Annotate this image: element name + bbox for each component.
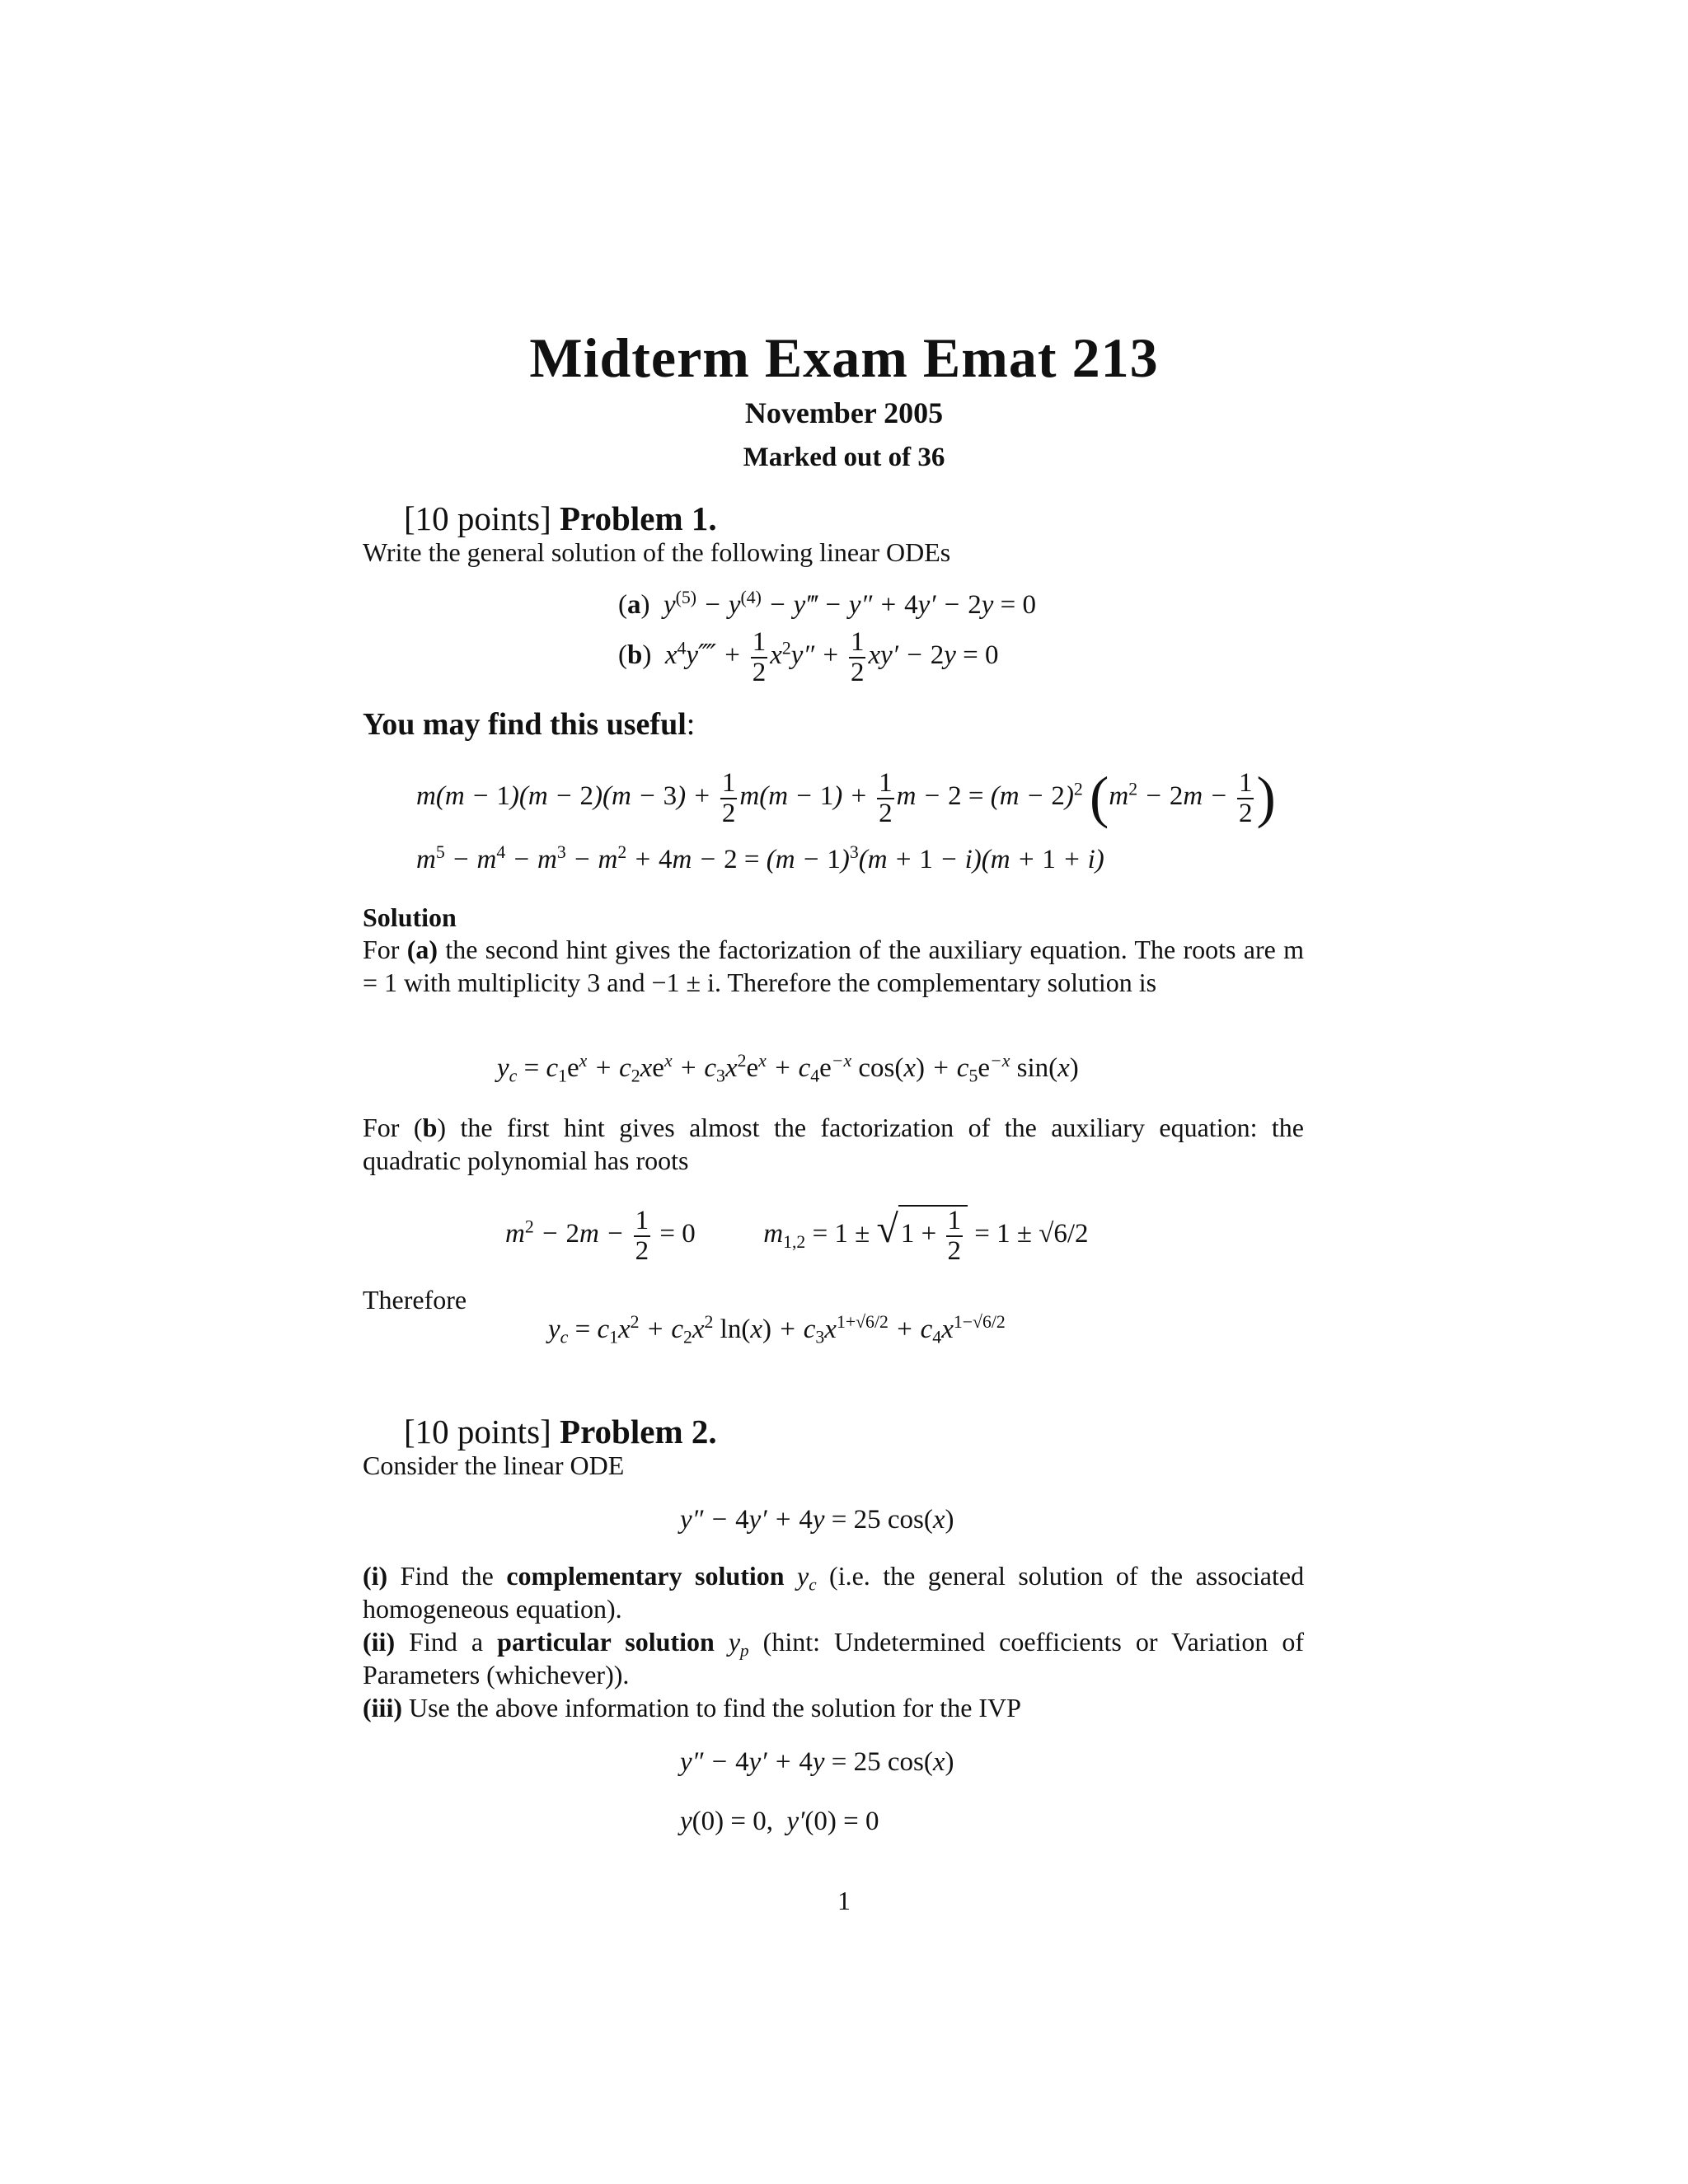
ode-equation: y″ − 4y′ + 4y = 25 cos(x) xyxy=(680,1505,954,1535)
equation-1b: (b) $x^4y⁗$ + $\frac{1}{2}$ $x^2y''$ + $\frac{1}{2}$ xy′ − 2y = 0 xyxy=(618,627,999,687)
hint-equation-1: m(m − 1)(m − 2)(m − 3) + $\frac{1}{2}$ m(m − 1) + $\frac{1}{2}$ $m - 2 = (m - 2)^2$ ($m^2 - 2m$ − $\frac{1}{2}$ ) xyxy=(416,766,1276,830)
problem2-title: Problem 2. xyxy=(560,1413,717,1451)
complementary-solution-b: $y_c = c_1x^2 + c_2x^2$ $\ln(x) + c_3x^{1+√6/2} + c_4x^{1-√6/2}$ xyxy=(548,1312,1006,1347)
problem1-heading xyxy=(404,499,717,538)
hint-equation-2: $m^5 - m^4 - m^3 - m^2 + 4m - 2 = (m - 1)^3(m + 1 - i)(m + 1 + i)$ xyxy=(416,842,1104,874)
problem1-points: [10 points] xyxy=(404,499,551,537)
hint-heading: You may find this useful: xyxy=(363,707,696,742)
exam-marks: Marked out of 36 xyxy=(743,443,945,472)
problem1-title: Problem 1. xyxy=(560,499,717,537)
solution-b-paragraph: For (b) the first hint gives almost the factorization of the auxiliary equation: the quadratic polynomial has roots xyxy=(363,1113,1305,1175)
exam-title: Midterm Exam Emat 213 xyxy=(529,326,1159,389)
solution-a-paragraph: For (a) the second hint gives the factorization of the auxiliary equation. The roots are m = 1 with multiplicity 3 and −1 ± i. Therefore the complementary solution is xyxy=(363,935,1305,997)
page-number: 1 xyxy=(837,1886,851,1915)
ivp-initial-conditions: y(0) = 0, y′(0) = 0 xyxy=(680,1807,879,1836)
label-a: (a) xyxy=(618,590,650,620)
solution-heading: Solution xyxy=(363,902,457,932)
equation-1a: (a) $y^{(5)} - y^{(4)}$ − y‴ − y″ + 4y′ − 2y = 0 xyxy=(618,588,1036,620)
problem2-heading xyxy=(404,1412,717,1451)
complementary-solution-a: $y_c = c_1e^x + c_2xe^x + c_3x^2e^x + c_4e^{-x}$ $\cos(x) + c_5e^{-x}$ sin(x) xyxy=(497,1051,1079,1086)
problem2-points: [10 points] xyxy=(404,1413,551,1451)
therefore-label: Therefore xyxy=(363,1285,467,1315)
quadratic-roots: $m^2 - 2m$ − $\frac{1}{2}$ = 0 $m_{1,2} = 1 \pm √1$ + $\frac{1}{2}$ = 1 ± √6/2 xyxy=(505,1206,1089,1266)
problem2-part-i: (i) Find the complementary solution $y_c$ (i.e. the general solution of the associated homogeneous equation). xyxy=(363,1561,1305,1624)
problem2-intro: Consider the linear ODE xyxy=(363,1451,625,1480)
ivp-equation: y″ − 4y′ + 4y = 25 cos(x) xyxy=(680,1747,954,1777)
problem2-part-ii: (ii) Find a particular solution $y_p$ (hint: Undetermined coefficients or Variation of Parameters (whichever)). xyxy=(363,1627,1305,1690)
exam-date: November 2005 xyxy=(744,396,944,429)
label-b: (b) xyxy=(618,640,652,671)
problem2-part-iii: (iii) Use the above information to find the solution for the IVP xyxy=(363,1693,1021,1722)
problem1-intro: Write the general solution of the following linear ODEs xyxy=(363,537,951,567)
